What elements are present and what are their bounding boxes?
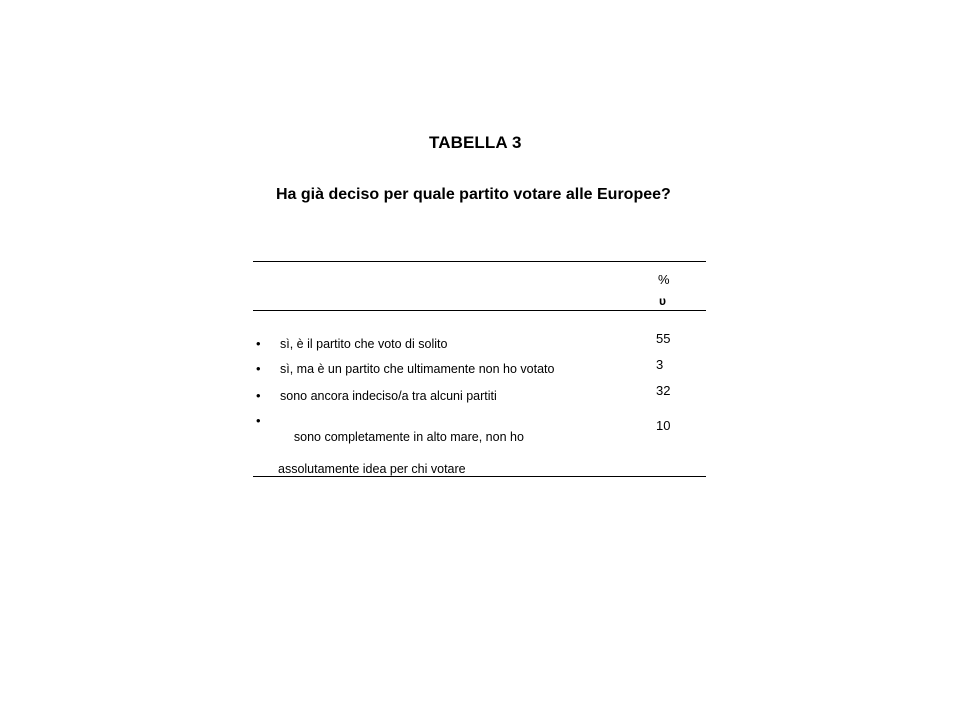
table-header-rule [253, 310, 706, 311]
row-value: 3 [656, 357, 664, 372]
row-value: 55 [656, 331, 671, 346]
table-top-rule [253, 261, 706, 262]
table-bottom-rule [253, 476, 706, 477]
bullet-icon: • [256, 336, 261, 351]
bullet-icon: • [256, 413, 261, 428]
percent-column-header: % [658, 272, 670, 287]
bullet-icon: • [256, 361, 261, 376]
survey-question: Ha già deciso per quale partito votare alle Europee? [276, 186, 671, 203]
table-title: TABELLA 3 [429, 133, 522, 152]
row-label: sono ancora indeciso/a tra alcuni partiti [280, 389, 497, 403]
row-value: 32 [656, 383, 671, 398]
percent-column-subheader: υ [659, 294, 666, 308]
row-label-line2: assolutamente idea per chi votare [278, 462, 466, 476]
row-label: sì, è il partito che voto di solito [280, 337, 448, 351]
row-label-line1: sono completamente in alto mare, non ho [293, 430, 524, 444]
row-label [280, 413, 610, 509]
row-value: 10 [656, 418, 671, 433]
bullet-icon: • [256, 388, 261, 403]
row-label: sì, ma è un partito che ultimamente non ho votato [280, 362, 555, 376]
